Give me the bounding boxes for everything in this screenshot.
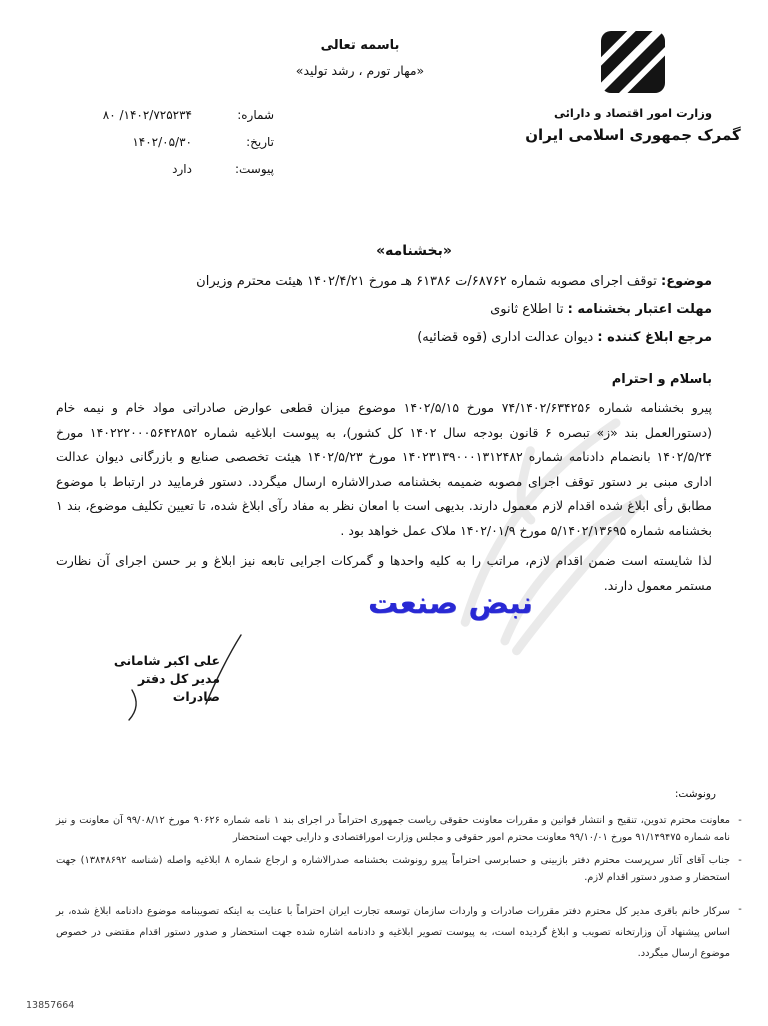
cc-item-text: معاونت محترم تدوین، تنقیح و انتشار قوانین و مقررات معاونت حقوقی ریاست جمهوری احتراماً در اجرای بند ۱ نامه شماره ۹۰۶۲۶ مورخ ۹۹/۰۸/۱۲ آن معاونت و نیز نامه شماره ۹۱/۱۴۹۴۷۵ مورخ ۹۹/۱۰/۰۱ معاونت محترم امور حقوقی و مجلس وزارت اموراقتصادی و دارایی جهت استحضار: [56, 815, 730, 843]
attachment-label: پیوست:: [234, 162, 274, 176]
handwritten-signature: [88, 630, 268, 725]
meta-row-attachment: [54, 162, 274, 176]
attachment-value: دارد: [172, 162, 192, 176]
body-paragraph-2: لذا شایسته است ضمن اقدام لازم، مراتب را به کلیه واحدها و گمرکات اجرایی تابعه نیز ابلاغ و بر حسن اجرای آن نظارت مستمر معمول دارند.: [56, 553, 712, 593]
validity-label: مهلت اعتبار بخشنامه :: [567, 302, 712, 317]
number-value: ۸۰ /۱۴۰۲/۷۲۵۲۳۴: [102, 108, 192, 122]
authority-label: مرجع ابلاغ کننده :: [597, 330, 712, 345]
body-paragraph-1: پیرو بخشنامه شماره ۷۴/۱۴۰۲/۶۳۴۲۵۶ مورخ ۱۴۰۲/۵/۱۵ موضوع میزان قطعی عوارض صادراتی مواد خام و نیمه خام (دستورالعمل بند «ز» تبصره ۶ قانون بودجه سال ۱۴۰۲ کل کشور)، به پیوست ابلاغیه شماره ۱۴۰۲۲۲۰۰۰۵۶۴۲۸۵۲ مورخ ۱۴۰۲/۵/۲۴ بانضمام دادنامه شماره ۱۴۰۲۳۱۳۹۰۰۰۱۳۱۲۴۸۲ مورخ ۱۴۰۲/۵/۲۳ هیئت تخصصی صنایع و بازرگانی دیوان عدالت اداری مبنی بر دستور توقف اجرای مصوبه ضمیمه بخشنامه صدرالاشاره ارسال میگردد. دستور فرمایید در ارتباط با موضوع مطابق رأی ابلاغ شده اقدام لازم معمول دارند. بدیهی است با امعان نظر به مفاد رآی ابلاغ شده، تا تعیین تکلیف موضوع، بند ۱ بخشنامه شماره ۵/۱۴۰۲/۱۳۶۹۵ مورخ ۱۴۰۲/۰۱/۹ ملاک عمل خواهد بود .: [56, 400, 713, 538]
dash-bullet: -: [738, 855, 742, 866]
dash-bullet: -: [738, 904, 742, 915]
cc-list: [56, 812, 750, 970]
subject-label: موضوع:: [661, 274, 712, 289]
validity-value: تا اطلاع ثانوی: [490, 302, 564, 317]
signer-name: علی اکبر شامانی: [113, 653, 220, 668]
subject-text: توقف اجرای مصوبه شماره ۶۸۷۶۲/ت ۶۱۳۸۶ هـ مورخ ۱۴۰۲/۴/۲۱ هیئت محترم وزیران: [196, 274, 657, 289]
blue-watermark-text: نبض صنعت: [368, 586, 533, 621]
validity-line: [56, 300, 712, 319]
authority-line: [56, 328, 712, 347]
number-label: شماره:: [237, 108, 274, 122]
letterhead: [524, 24, 742, 144]
ministry-name: وزارت امور اقتصاد و دارائی: [553, 106, 713, 120]
authority-value: دیوان عدالت اداری (قوه قضائیه): [417, 330, 594, 345]
document-id: 13857664: [26, 1000, 75, 1011]
cc-item: [56, 852, 750, 886]
doc-type-title: «بخشنامه»: [376, 243, 452, 259]
cc-item: [56, 901, 750, 964]
meta-row-date: [54, 135, 274, 149]
signer-title: مدیر کل دفتر صادرات: [137, 671, 220, 704]
cc-item: [56, 812, 750, 846]
organization-name: گمرک جمهوری اسلامی ایران: [525, 126, 741, 144]
meta-row-number: [54, 108, 274, 122]
subject-line: [56, 272, 712, 291]
besmele-block: [238, 38, 482, 78]
letter-body: [56, 372, 712, 598]
date-label: تاریخ:: [246, 135, 274, 149]
customs-logo-icon: [596, 24, 670, 100]
cc-label: رونوشت:: [674, 788, 716, 800]
cc-item-text: جناب آقای آثار سرپرست محترم دفتر بازبینی و حسابرسی احتراماً پیرو رونوشت بخشنامه صدرالاشاره و ارجاع شماره ۸ ابلاغیه واصله (شناسه ۱۳۸۴۸۶۹۲) جهت استحضار و صدور دستور اقدام لازم.: [56, 855, 730, 883]
dash-bullet: -: [738, 815, 742, 826]
year-slogan: «مهار تورم ، رشد تولید»: [295, 63, 425, 78]
cc-item-text: سرکار خانم باقری مدیر کل محترم دفتر مقررات صادرات و واردات سازمان توسعه تجارت ایران احتراماً با عنایت به اینکه تصویبنامه موضوع دادنامه ابلاغ شده، بر اساس پیشنهاد آن وزارتخانه تصویب و ابلاغ گردیده است، به پیوست تصویر ابلاغیه و دادنامه اشاره شده جهت استحضار و صدور دستور اقدام مقتضی در خصوص موضوع ارسال میگردد.: [56, 906, 730, 959]
date-value: ۱۴۰۲/۰۵/۳۰: [132, 135, 192, 149]
letter-meta: [54, 108, 274, 189]
subject-block: [56, 272, 712, 356]
salutation: باسلام و احترام: [611, 372, 712, 387]
besmele-text: باسمه تعالی: [320, 38, 400, 53]
